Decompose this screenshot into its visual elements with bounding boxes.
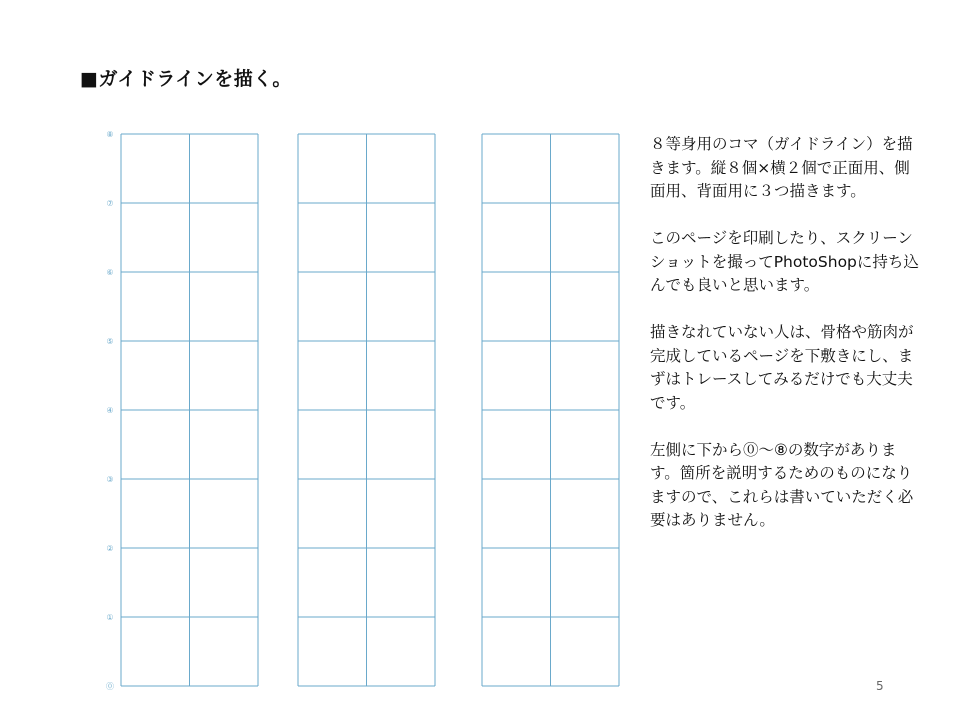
- guideline-grids: [100, 128, 630, 698]
- row-label-3: ③: [106, 475, 114, 484]
- description-paragraph-1: ８等身用のコマ（ガイドライン）を描きます。縦８個×横２個で正面用、側面用、背面用に３つ描きます。: [650, 135, 913, 200]
- description-paragraph-3: 描きなれていない人は、骨格や筋肉が完成しているページを下敷きにし、まずはトレースしてみるだけでも大丈夫です。: [650, 323, 914, 412]
- row-label-1: ①: [106, 613, 114, 622]
- guideline-grid-canvas: [100, 128, 630, 698]
- description-paragraph-2: このページを印刷したり、スクリーンショットを撮ってPhotoShopに持ち込んでも良いと思います。: [650, 229, 919, 294]
- guideline-panel-2: [298, 134, 435, 686]
- page-number: 5: [876, 679, 884, 693]
- row-label-7: ⑦: [106, 199, 114, 208]
- row-label-4: ④: [106, 406, 114, 415]
- slide-title: ■ガイドラインを描く。: [80, 68, 292, 90]
- guideline-panel-1: [121, 134, 258, 686]
- row-label-5: ⑤: [106, 337, 114, 346]
- row-label-8: ⑧: [106, 130, 114, 139]
- row-label-6: ⑥: [106, 268, 114, 277]
- row-label-2: ②: [106, 544, 114, 553]
- description: [650, 133, 920, 533]
- guideline-panel-3: [482, 134, 619, 686]
- row-label-0: ⓪: [106, 682, 114, 691]
- description-paragraph-4: 左側に下から⓪～⑧の数字があります。箇所を説明するためのものになりますので、これらは書いていただく必要はありません。: [650, 440, 914, 529]
